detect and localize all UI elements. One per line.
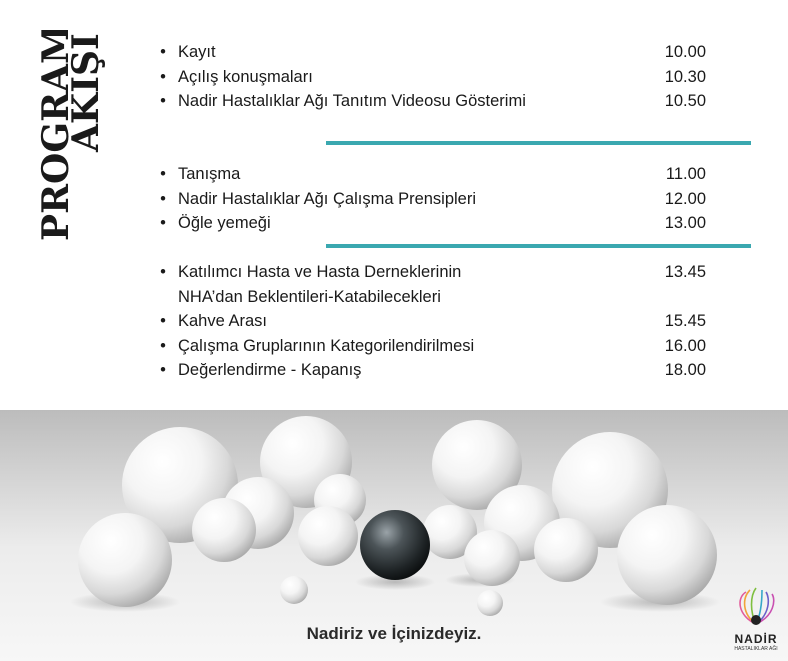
schedule-item	[158, 162, 718, 187]
pearl	[78, 513, 172, 607]
item-time: 18.00	[664, 361, 706, 379]
pearl	[298, 506, 358, 566]
tagline: Nadiriz ve İçinizdeyiz.	[306, 624, 482, 643]
schedule-group-1	[158, 40, 718, 114]
bullet-icon: •	[160, 189, 166, 208]
item-time: 10.00	[664, 43, 706, 61]
item-label: Kahve Arası	[178, 312, 267, 330]
pearl	[192, 498, 256, 562]
schedule-item	[158, 358, 718, 383]
item-label: Nadir Hastalıklar Ağı Tanıtım Videosu Gösterimi	[178, 92, 526, 110]
nadir-logo	[728, 586, 784, 658]
schedule-item	[158, 89, 718, 114]
schedule-group-3	[158, 260, 718, 383]
pearl	[477, 590, 503, 616]
schedule-item	[158, 211, 718, 236]
item-label: Öğle yemeği	[178, 214, 271, 232]
item-label: Nadir Hastalıklar Ağı Çalışma Prensipleri	[178, 189, 477, 208]
item-time: 11.00	[665, 165, 706, 183]
pearl-shell-logo-icon	[728, 586, 784, 632]
bullet-icon: •	[160, 165, 166, 183]
item-time: 10.30	[664, 67, 706, 86]
black-pearl	[360, 510, 430, 580]
bullet-icon: •	[160, 43, 166, 61]
title-line-1: PROGRAM	[35, 30, 77, 241]
section-divider	[326, 244, 751, 248]
item-label: Katılımcı Hasta ve Hasta Derneklerinin	[178, 263, 462, 281]
pearl	[534, 518, 598, 582]
item-time: 13.45	[664, 263, 706, 281]
bullet-icon: •	[160, 67, 166, 86]
program-title	[22, 30, 112, 250]
item-label: Açılış konuşmaları	[178, 67, 313, 86]
bullet-icon: •	[160, 214, 166, 232]
pearl	[280, 576, 308, 604]
title-line-2: AKIŞI	[65, 33, 107, 152]
item-time: 16.00	[664, 336, 706, 355]
item-label: Çalışma Gruplarının Kategorilendirilmesi	[178, 336, 475, 355]
logo-word: NADİR	[734, 632, 778, 646]
item-time: 12.00	[664, 189, 706, 208]
section-divider	[326, 141, 751, 145]
schedule-item-continuation	[158, 285, 718, 310]
item-label: Değerlendirme - Kapanış	[178, 361, 362, 379]
bullet-icon: •	[160, 336, 166, 355]
bullet-icon: •	[160, 312, 166, 330]
item-label-continued: NHA’dan Beklentileri-Katabilecekleri	[178, 287, 441, 306]
bullet-icon: •	[160, 361, 166, 379]
pearl	[617, 505, 717, 605]
logo-subtitle: HASTALIKLAR AĞI	[734, 646, 778, 652]
item-label: Tanışma	[178, 165, 241, 183]
item-label: Kayıt	[178, 43, 216, 61]
schedule-item	[158, 334, 718, 359]
schedule-item	[158, 260, 718, 285]
item-time: 15.45	[664, 312, 706, 330]
pearl	[464, 530, 520, 586]
program-title-graphic	[22, 30, 112, 250]
bullet-icon: •	[160, 263, 166, 281]
schedule-item	[158, 40, 718, 65]
schedule-item	[158, 187, 718, 212]
schedule-item	[158, 65, 718, 90]
item-time: 10.50	[664, 92, 706, 110]
bullet-icon: •	[160, 92, 166, 110]
schedule-group-2	[158, 162, 718, 236]
item-time: 13.00	[664, 214, 706, 232]
schedule-item	[158, 309, 718, 334]
